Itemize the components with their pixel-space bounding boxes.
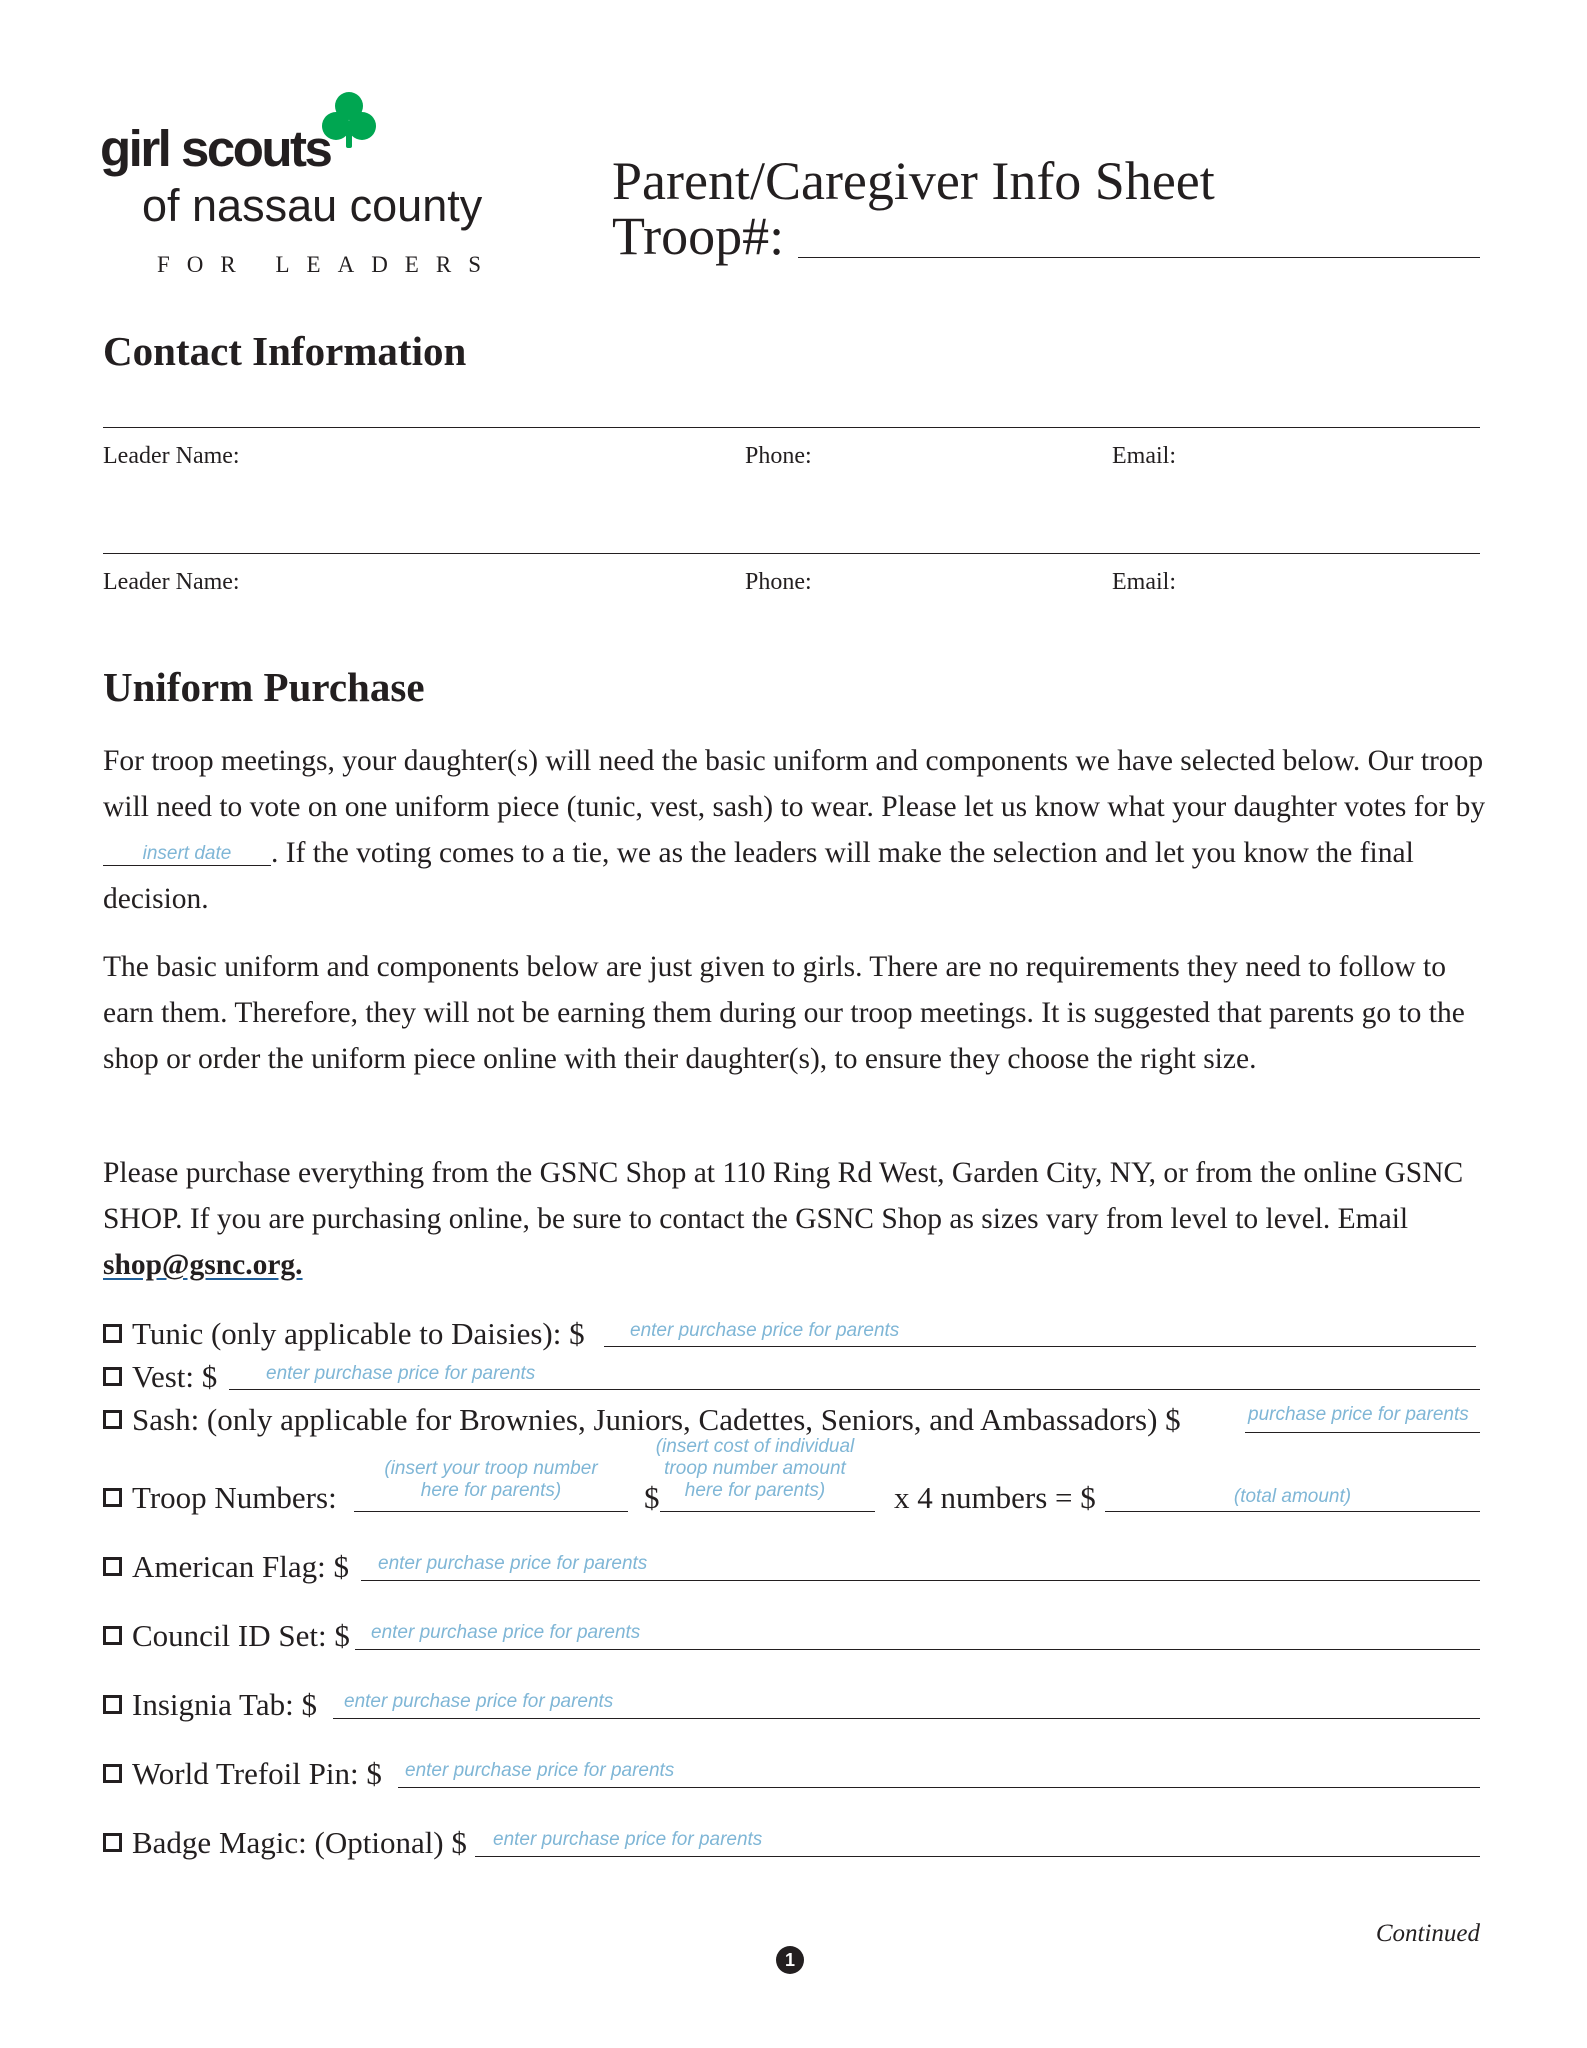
page-number: 1: [776, 1946, 804, 1974]
contact-row-2-line[interactable]: [103, 553, 1480, 554]
vest-label: Vest: $: [132, 1359, 218, 1394]
contact-heading: Contact Information: [103, 328, 467, 374]
contact-row-1-line[interactable]: [103, 427, 1480, 428]
troop-total-field[interactable]: [1105, 1511, 1480, 1512]
troop-number-hint: [354, 1458, 628, 1502]
insignia-item: [103, 1685, 317, 1725]
vote-date-field[interactable]: [103, 837, 271, 866]
trefoil-leaf-right: [348, 112, 376, 140]
flag-label: American Flag: $: [132, 1549, 349, 1584]
email-label-2: Email:: [1112, 569, 1176, 595]
troop-numbers-checkbox[interactable]: [103, 1488, 122, 1507]
insignia-price-hint: enter purchase price for parents: [344, 1691, 614, 1712]
tunic-checkbox[interactable]: [103, 1324, 122, 1343]
sash-price-field[interactable]: [1245, 1432, 1480, 1433]
flag-price-hint: enter purchase price for parents: [378, 1553, 648, 1574]
insignia-price-field[interactable]: [333, 1718, 1480, 1719]
council-price-field[interactable]: [355, 1649, 1480, 1650]
troop-number-hint-line-2: here for parents): [420, 1480, 562, 1501]
flag-checkbox[interactable]: [103, 1557, 122, 1576]
badge-magic-label: Badge Magic: (Optional) $: [132, 1825, 467, 1860]
troop-cost-hint-line-2: troop number amount: [664, 1458, 846, 1479]
sash-item: [103, 1400, 1181, 1440]
badge-magic-checkbox[interactable]: [103, 1833, 122, 1852]
continued-label: Continued: [1375, 1920, 1480, 1947]
troop-number-field[interactable]: [798, 257, 1480, 258]
sash-price-hint: purchase price for parents: [1248, 1404, 1469, 1425]
tunic-item: [103, 1314, 585, 1354]
trefoil-pin-price-field[interactable]: [398, 1787, 1480, 1788]
troop-label: Troop#:: [612, 206, 785, 266]
logo-tagline: FOR LEADERS: [157, 252, 498, 277]
troop-cost-field[interactable]: [660, 1511, 875, 1512]
tunic-label: Tunic (only applicable to Daisies): $: [132, 1316, 585, 1351]
troop-numbers-item: [103, 1478, 337, 1518]
paragraph-3-text: Please purchase everything from the GSNC Shop at 110 Ring Rd West, Garden City, NY, or from the online GSNC SHOP. If you are purchasing online, be sure to contact the GSNC Shop as sizes vary from level to level. Email: [103, 1157, 1464, 1235]
uniform-paragraph-3: [103, 1150, 1493, 1288]
troop-cost-hint-line-1: (insert cost of individual: [655, 1436, 855, 1457]
vest-item: [103, 1357, 217, 1397]
page-title: Parent/Caregiver Info Sheet: [612, 151, 1215, 211]
council-price-hint: enter purchase price for parents: [371, 1622, 641, 1643]
leader-name-label-1: Leader Name:: [103, 443, 240, 469]
troop-cost-dollar: $: [644, 1480, 660, 1515]
logo-subtitle: of nassau county: [142, 180, 483, 231]
trefoil-stem: [346, 130, 352, 148]
council-label: Council ID Set: $: [132, 1618, 350, 1653]
troop-multiplier-text: x 4 numbers = $: [894, 1480, 1096, 1515]
council-checkbox[interactable]: [103, 1626, 122, 1645]
vest-price-field[interactable]: [229, 1389, 1480, 1390]
troop-cost-hint-line-3: here for parents): [684, 1480, 826, 1501]
badge-magic-item: [103, 1823, 467, 1863]
troop-number-field-2[interactable]: [354, 1511, 628, 1512]
logo-wordmark: girl scouts: [100, 120, 331, 177]
sash-checkbox[interactable]: [103, 1410, 122, 1429]
badge-magic-price-hint: enter purchase price for parents: [493, 1829, 763, 1850]
insignia-checkbox[interactable]: [103, 1695, 122, 1714]
leader-name-label-2: Leader Name:: [103, 569, 240, 595]
paragraph-1-text-a: For troop meetings, your daughter(s) will need the basic uniform and components we have selected below. Our troop will need to vote on one uniform piece (tunic, vest, sash) to wear. Please let us know what your daughter votes for by: [103, 745, 1486, 823]
council-item: [103, 1616, 350, 1656]
phone-label-1: Phone:: [745, 443, 812, 469]
vest-price-hint: enter purchase price for parents: [266, 1363, 536, 1384]
trefoil-pin-price-hint: enter purchase price for parents: [405, 1760, 675, 1781]
logo: [100, 90, 540, 290]
tunic-price-field[interactable]: [604, 1346, 1476, 1347]
email-label-1: Email:: [1112, 443, 1176, 469]
uniform-paragraph-2: The basic uniform and components below are just given to girls. There are no requirements they need to follow to earn them. Therefore, they will not be earning them during our troop meetings. It is suggested that parents go to the shop or order the uniform piece online with their daughter(s), to ensure they choose the right size.: [103, 951, 1465, 1075]
troop-numbers-label: Troop Numbers:: [132, 1480, 337, 1515]
trefoil-pin-label: World Trefoil Pin: $: [132, 1756, 382, 1791]
uniform-heading: Uniform Purchase: [103, 664, 425, 710]
badge-magic-price-field[interactable]: [475, 1856, 1480, 1857]
uniform-paragraph-1: [103, 738, 1493, 922]
trefoil-pin-item: [103, 1754, 382, 1794]
flag-price-field[interactable]: [361, 1580, 1480, 1581]
paragraph-1-text-b: . If the voting comes to a tie, we as the leaders will make the selection and let you know the final decision.: [103, 837, 1414, 915]
sash-label: Sash: (only applicable for Brownies, Juniors, Cadettes, Seniors, and Ambassadors) $: [132, 1402, 1181, 1437]
trefoil-pin-checkbox[interactable]: [103, 1764, 122, 1783]
phone-label-2: Phone:: [745, 569, 812, 595]
vest-checkbox[interactable]: [103, 1367, 122, 1386]
insignia-label: Insignia Tab: $: [132, 1687, 317, 1722]
shop-email-link[interactable]: shop@gsnc.org.: [103, 1249, 303, 1281]
troop-total-hint: (total amount): [1233, 1486, 1352, 1507]
flag-item: [103, 1547, 349, 1587]
vote-date-hint: insert date: [142, 843, 232, 864]
troop-number-hint-line-1: (insert your troop number: [384, 1458, 598, 1479]
tunic-price-hint: enter purchase price for parents: [630, 1320, 900, 1341]
troop-cost-hint: [630, 1436, 880, 1502]
